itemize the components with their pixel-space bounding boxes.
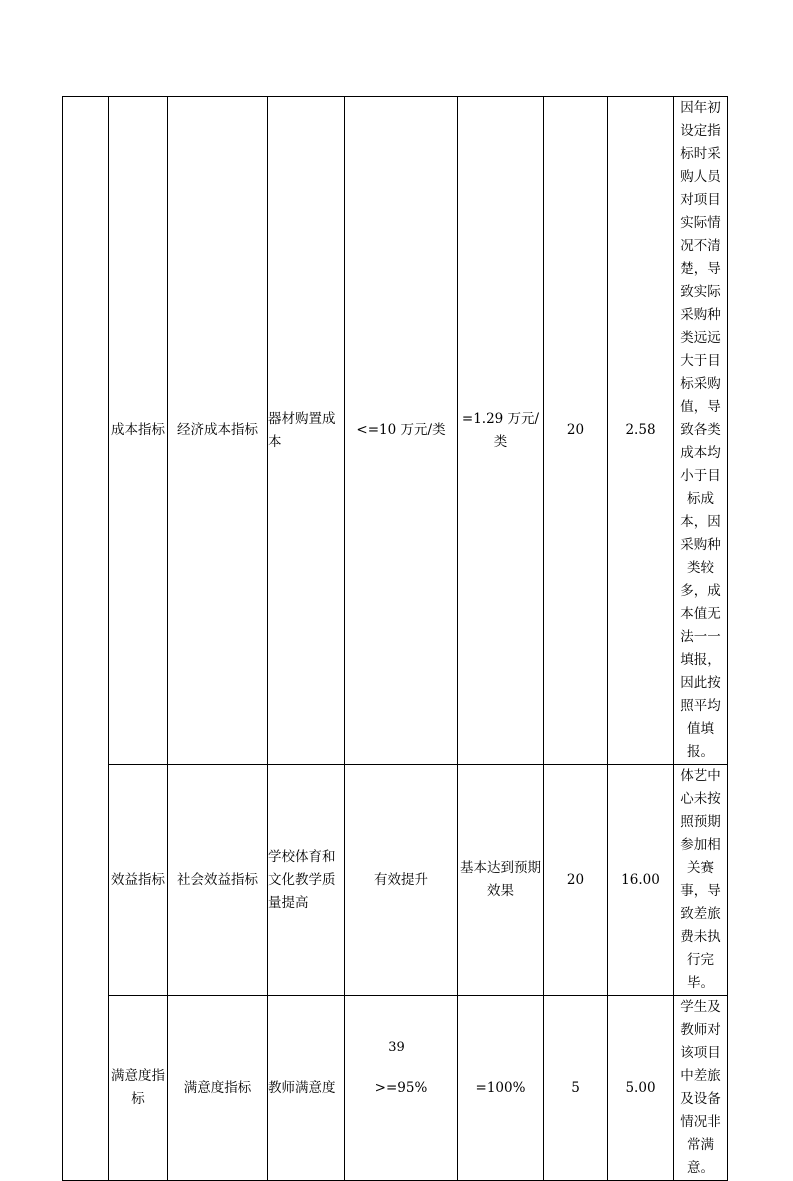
level2-cell: 效益指标	[109, 765, 168, 996]
actual-cell: 基本达到预期效果	[458, 765, 544, 996]
table-row	[63, 97, 728, 765]
actual-cell: =100%	[458, 996, 544, 1181]
target-cell: 有效提升	[345, 765, 458, 996]
level3-cell: 满意度指标	[168, 996, 268, 1181]
level3-cell: 经济成本指标	[168, 97, 268, 765]
weight-cell: 20	[544, 97, 608, 765]
table-row	[63, 765, 728, 996]
level1-cell	[63, 97, 109, 1181]
level2-cell: 成本指标	[109, 97, 168, 765]
target-cell: >=95%	[345, 996, 458, 1181]
performance-table	[62, 96, 728, 1181]
weight-cell: 20	[544, 765, 608, 996]
deviation-note-cell: 学生及教师对该项目中差旅及设备情况非常满意。	[674, 996, 728, 1181]
indicator-cell: 器材购置成本	[268, 97, 345, 765]
deviation-note-cell: 因年初设定指标时采购人员对项目实际情况不清楚，导致实际采购种类远远大于目标采购值，导致各类成本均小于目标成本，因采购种类较多，成本值无法一一填报，因此按照平均值填报。	[674, 97, 728, 765]
indicator-cell: 学校体育和文化教学质量提高	[268, 765, 345, 996]
deviation-note-cell: 体艺中心未按照预期参加相关赛事，导致差旅费未执行完毕。	[674, 765, 728, 996]
page-number: 39	[388, 1040, 405, 1055]
score-cell: 5.00	[608, 996, 674, 1181]
table-row	[63, 996, 728, 1181]
score-cell: 2.58	[608, 97, 674, 765]
score-cell: 16.00	[608, 765, 674, 996]
level3-cell: 社会效益指标	[168, 765, 268, 996]
level2-cell: 满意度指标	[109, 996, 168, 1181]
target-cell: <=10 万元/类	[345, 97, 458, 765]
weight-cell: 5	[544, 996, 608, 1181]
actual-cell: =1.29 万元/类	[458, 97, 544, 765]
indicator-cell: 教师满意度	[268, 996, 345, 1181]
